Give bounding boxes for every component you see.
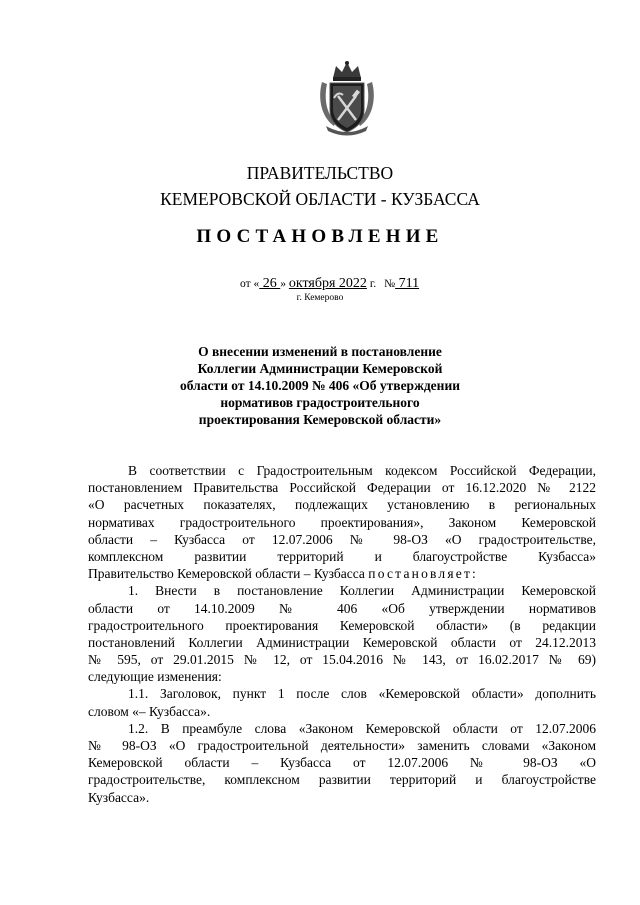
body-line: «О расчетных показателях, подлежащих установлению в региональных (88, 497, 596, 513)
document-type-title: ПОСТАНОВЛЕНИЕ (196, 226, 444, 247)
subject-line: проектирования Кемеровской области» (198, 412, 442, 427)
document-date-number (240, 276, 460, 292)
document-subject (0, 343, 640, 428)
body-line: Кузбасса». (88, 789, 150, 805)
body-line: следующие изменения: (88, 669, 222, 685)
body-line: Кемеровской области – Кузбасса от 12.07.2006 № 98-ОЗ «О (88, 755, 596, 771)
body-line: постановлений Коллегии Администрации Кемеровской области от 24.12.2013 (88, 634, 596, 650)
date-prefix: от « (240, 278, 260, 290)
document-body (88, 462, 596, 806)
body-line: комплексном развитии территорий и благоустройстве Кузбасса» (88, 548, 596, 564)
subject-line: Коллегии Администрации Кемеровской (197, 361, 443, 376)
date-month-year: октября 2022 (288, 276, 367, 291)
subject-line: области от 14.10.2009 № 406 «Об утверждении (179, 378, 461, 393)
body-line: нормативах градостроительного проектирования», Законом Кемеровской (88, 514, 596, 530)
year-suffix: г. (366, 278, 377, 290)
government-name-line1: ПРАВИТЕЛЬСТВО (246, 163, 394, 183)
body-line: области – Кузбасса от 12.07.2006 № 98-ОЗ «О градостроительстве, (88, 531, 596, 547)
coat-of-arms-emblem (316, 60, 378, 136)
resolves-prefix: Правительство Кемеровской области – Кузбасса (88, 566, 369, 582)
date-day: 26 (259, 276, 281, 291)
body-line: 1.2. В преамбуле слова «Законом Кемеровской области от 12.07.2006 (128, 720, 596, 736)
subject-line: О внесении изменений в постановление (198, 344, 442, 359)
body-line-resolves (88, 565, 596, 582)
body-line: постановлением Правительства Российской Федерации от 16.12.2020 № 2122 (88, 480, 596, 496)
date-mid: » (280, 278, 289, 290)
body-line: № 595, от 29.01.2015 № 12, от 15.04.2016 № 143, от 16.02.2017 № 69) (88, 652, 596, 668)
body-line: области от 14.10.2009 № 406 «Об утверждении нормативов (88, 600, 596, 616)
body-line: № 98-ОЗ «О градостроительной деятельности» заменить словами «Законом (88, 738, 596, 753)
subject-line: нормативов градостроительного (220, 395, 420, 410)
body-line: градостроительстве, комплексном развитии территорий и благоустройстве (88, 772, 596, 788)
body-line: В соответствии с Градостроительным кодексом Российской Федерации, (128, 463, 596, 478)
city-label: г. Кемерово (296, 293, 344, 303)
body-line: 1. Внести в постановление Коллегии Администрации Кемеровской (128, 583, 596, 599)
body-line: градостроительного проектирования Кемеровской области» (в редакции (88, 617, 596, 633)
document-number: 711 (395, 276, 420, 291)
body-line: словом «– Кузбасса». (88, 703, 211, 719)
government-name-line2: КЕМЕРОВСКОЙ ОБЛАСТИ - КУЗБАССА (160, 189, 480, 209)
number-label: № (384, 278, 396, 290)
resolves-word: постановляет: (368, 566, 478, 582)
body-line: 1.1. Заголовок, пункт 1 после слов «Кемеровской области» дополнить (128, 686, 596, 702)
